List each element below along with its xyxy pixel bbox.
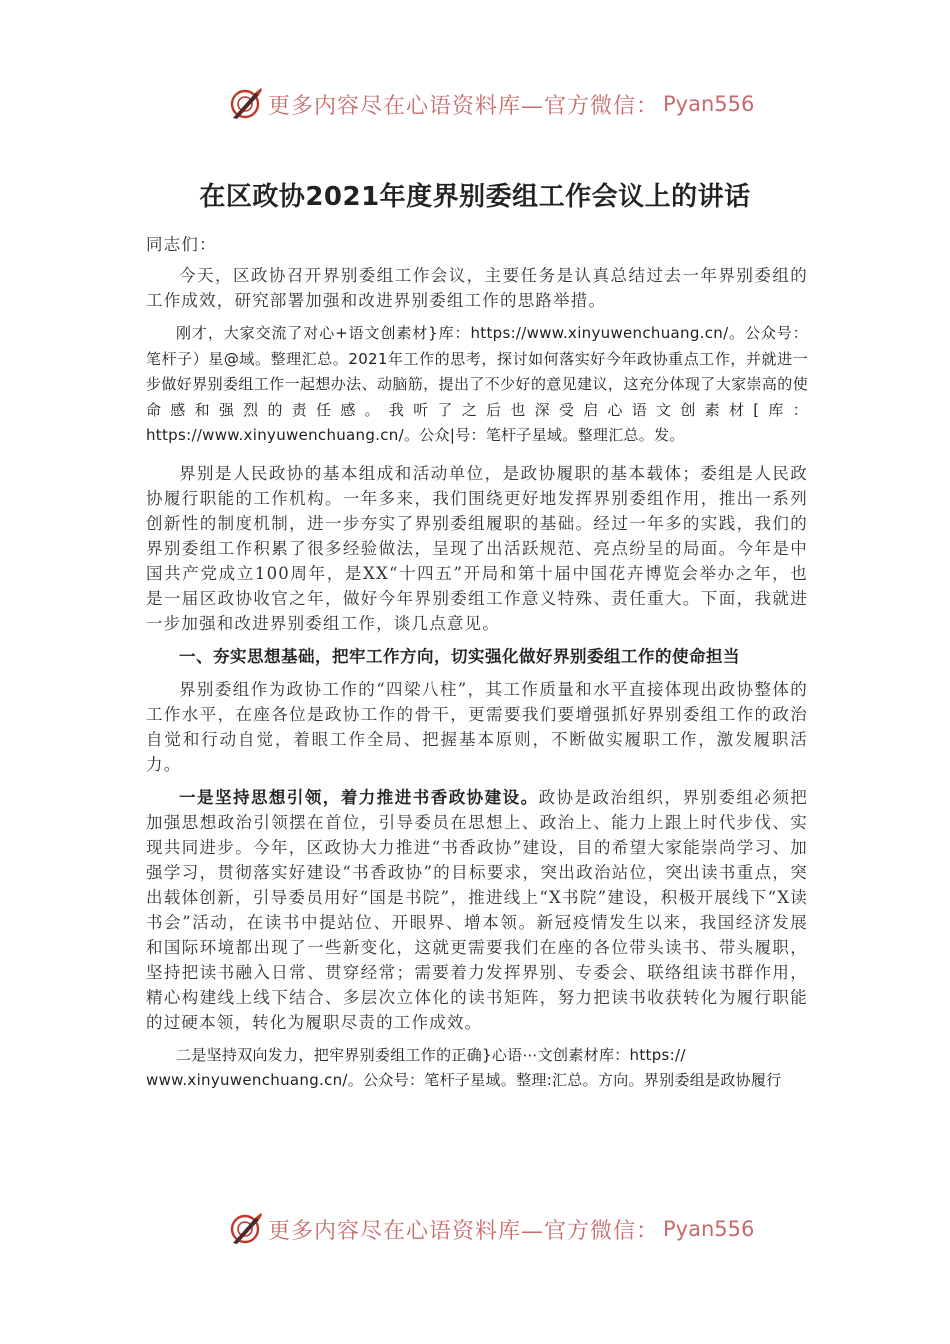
paragraph-point-1 [146, 785, 808, 1035]
paragraph-point-2-line1: 二是坚持双向发力，把牢界别委组工作的正确}心语⋯文创素材库：https:// [176, 1045, 686, 1064]
banner-text: 更多内容尽在心语资料库—官方微信： [268, 1218, 660, 1244]
banner-wechat-id: Pyan556 [663, 92, 755, 116]
paragraph-exchange: 刚才，大家交流了对心+语文创素材}库：https://www.xinyuwenchuang.cn/。公众号：笔杆子）星@域。整理汇总。2021年工作的思考，探讨如何落实好今年政协重点工作，并就进一步做好界别委组工作一起想办法、动脑筋，提出了不少好的意见建议，这充分体现了大家崇高的使命感和强烈的责任感。我听了之后也深受启心语文创素材[库：https://www.xinyuwenchuang.cn/。公众|号：笔杆子星域。整理汇总。发。 [146, 324, 808, 444]
header-banner [228, 84, 755, 124]
paragraph-background: 界别是人民政协的基本组成和活动单位，是政协履职的基本载体；委组是人民政协履行职能的工作机构。一年多来，我们围绕更好地发挥界别委组作用，推出一系列创新性的制度机制，进一步夯实了界别委组履职的基础。经过一年多的实践，我们的界别委组工作积累了很多经验做法，呈现了出活跃规范、亮点纷呈的局面。今年是中国共产党成立100周年，是XX“十四五”开局和第十届中国花卉博览会举办之年，也是一届区政协收官之年，做好今年界别委组工作意义特殊、责任重大。下面，我就进一步加强和改进界别委组工作，谈几点意见。 [146, 463, 808, 633]
point-1-lead: 一是坚持思想引领，着力推进书香政协建设。 [179, 787, 539, 807]
paragraph-section-1: 界别委组作为政协工作的“四梁八柱”，其工作质量和水平直接体现出政协整体的工作水平，在座各位是政协工作的骨干，更需要我们要增强抓好界别委组工作的政治自觉和行动自觉，着眼工作全局、把握基本原则，不断做实履职工作，激发履职活力。 [146, 679, 808, 774]
brush-logo-icon [228, 1211, 264, 1247]
document-body [146, 232, 808, 1094]
point-1-text: 政协是政治组织，界别委组必须把加强思想政治引领摆在首位，引导委员在思想上、政治上、能力上跟上时代步伐、实现共同进步。今年，区政协大力推进“书香政协”建设，目的希望大家能崇尚学习、加强学习，贯彻落实好建设“书香政协”的目标要求，突出政治站位，突出读书重点，突出载体创新，引导委员用好“国是书院”，推进线上“X书院”建设，积极开展线下“X读书会”活动，在读书中提站位、开眼界、增本领。新冠疫情发生以来，我国经济发展和国际环境都出现了一些新变化，这就更需要我们在座的各位带头读书、带头履职，坚持把读书融入日常、贯穿经常；需要着力发挥界别、专委会、联络组读书群作用，精心构建线上线下结合、多层次立体化的读书矩阵，努力把读书收获转化为履行职能的过硬本领，转化为履职尽责的工作成效。 [146, 787, 809, 1032]
brush-logo-icon [228, 86, 264, 122]
footer-banner [228, 1209, 755, 1249]
banner-wechat-id: Pyan556 [663, 1217, 755, 1241]
banner-text: 更多内容尽在心语资料库—官方微信： [268, 93, 660, 119]
salutation: 同志们： [146, 235, 217, 254]
paragraph-point-2-line2: www.xinyuwenchuang.cn/。公众号：笔杆子星域。整理:汇总。方向。界别委组是政协履行 [146, 1071, 782, 1089]
document-title: 在区政协2021年度界别委组工作会议上的讲话 [199, 182, 751, 212]
paragraph-intro: 今天，区政协召开界别委组工作会议，主要任务是认真总结过去一年界别委组的工作成效，研究部署加强和改进界别委组工作的思路举措。 [146, 266, 808, 310]
section-heading-1: 一、夯实思想基础，把牢工作方向，切实强化做好界别委组工作的使命担当 [179, 646, 740, 666]
